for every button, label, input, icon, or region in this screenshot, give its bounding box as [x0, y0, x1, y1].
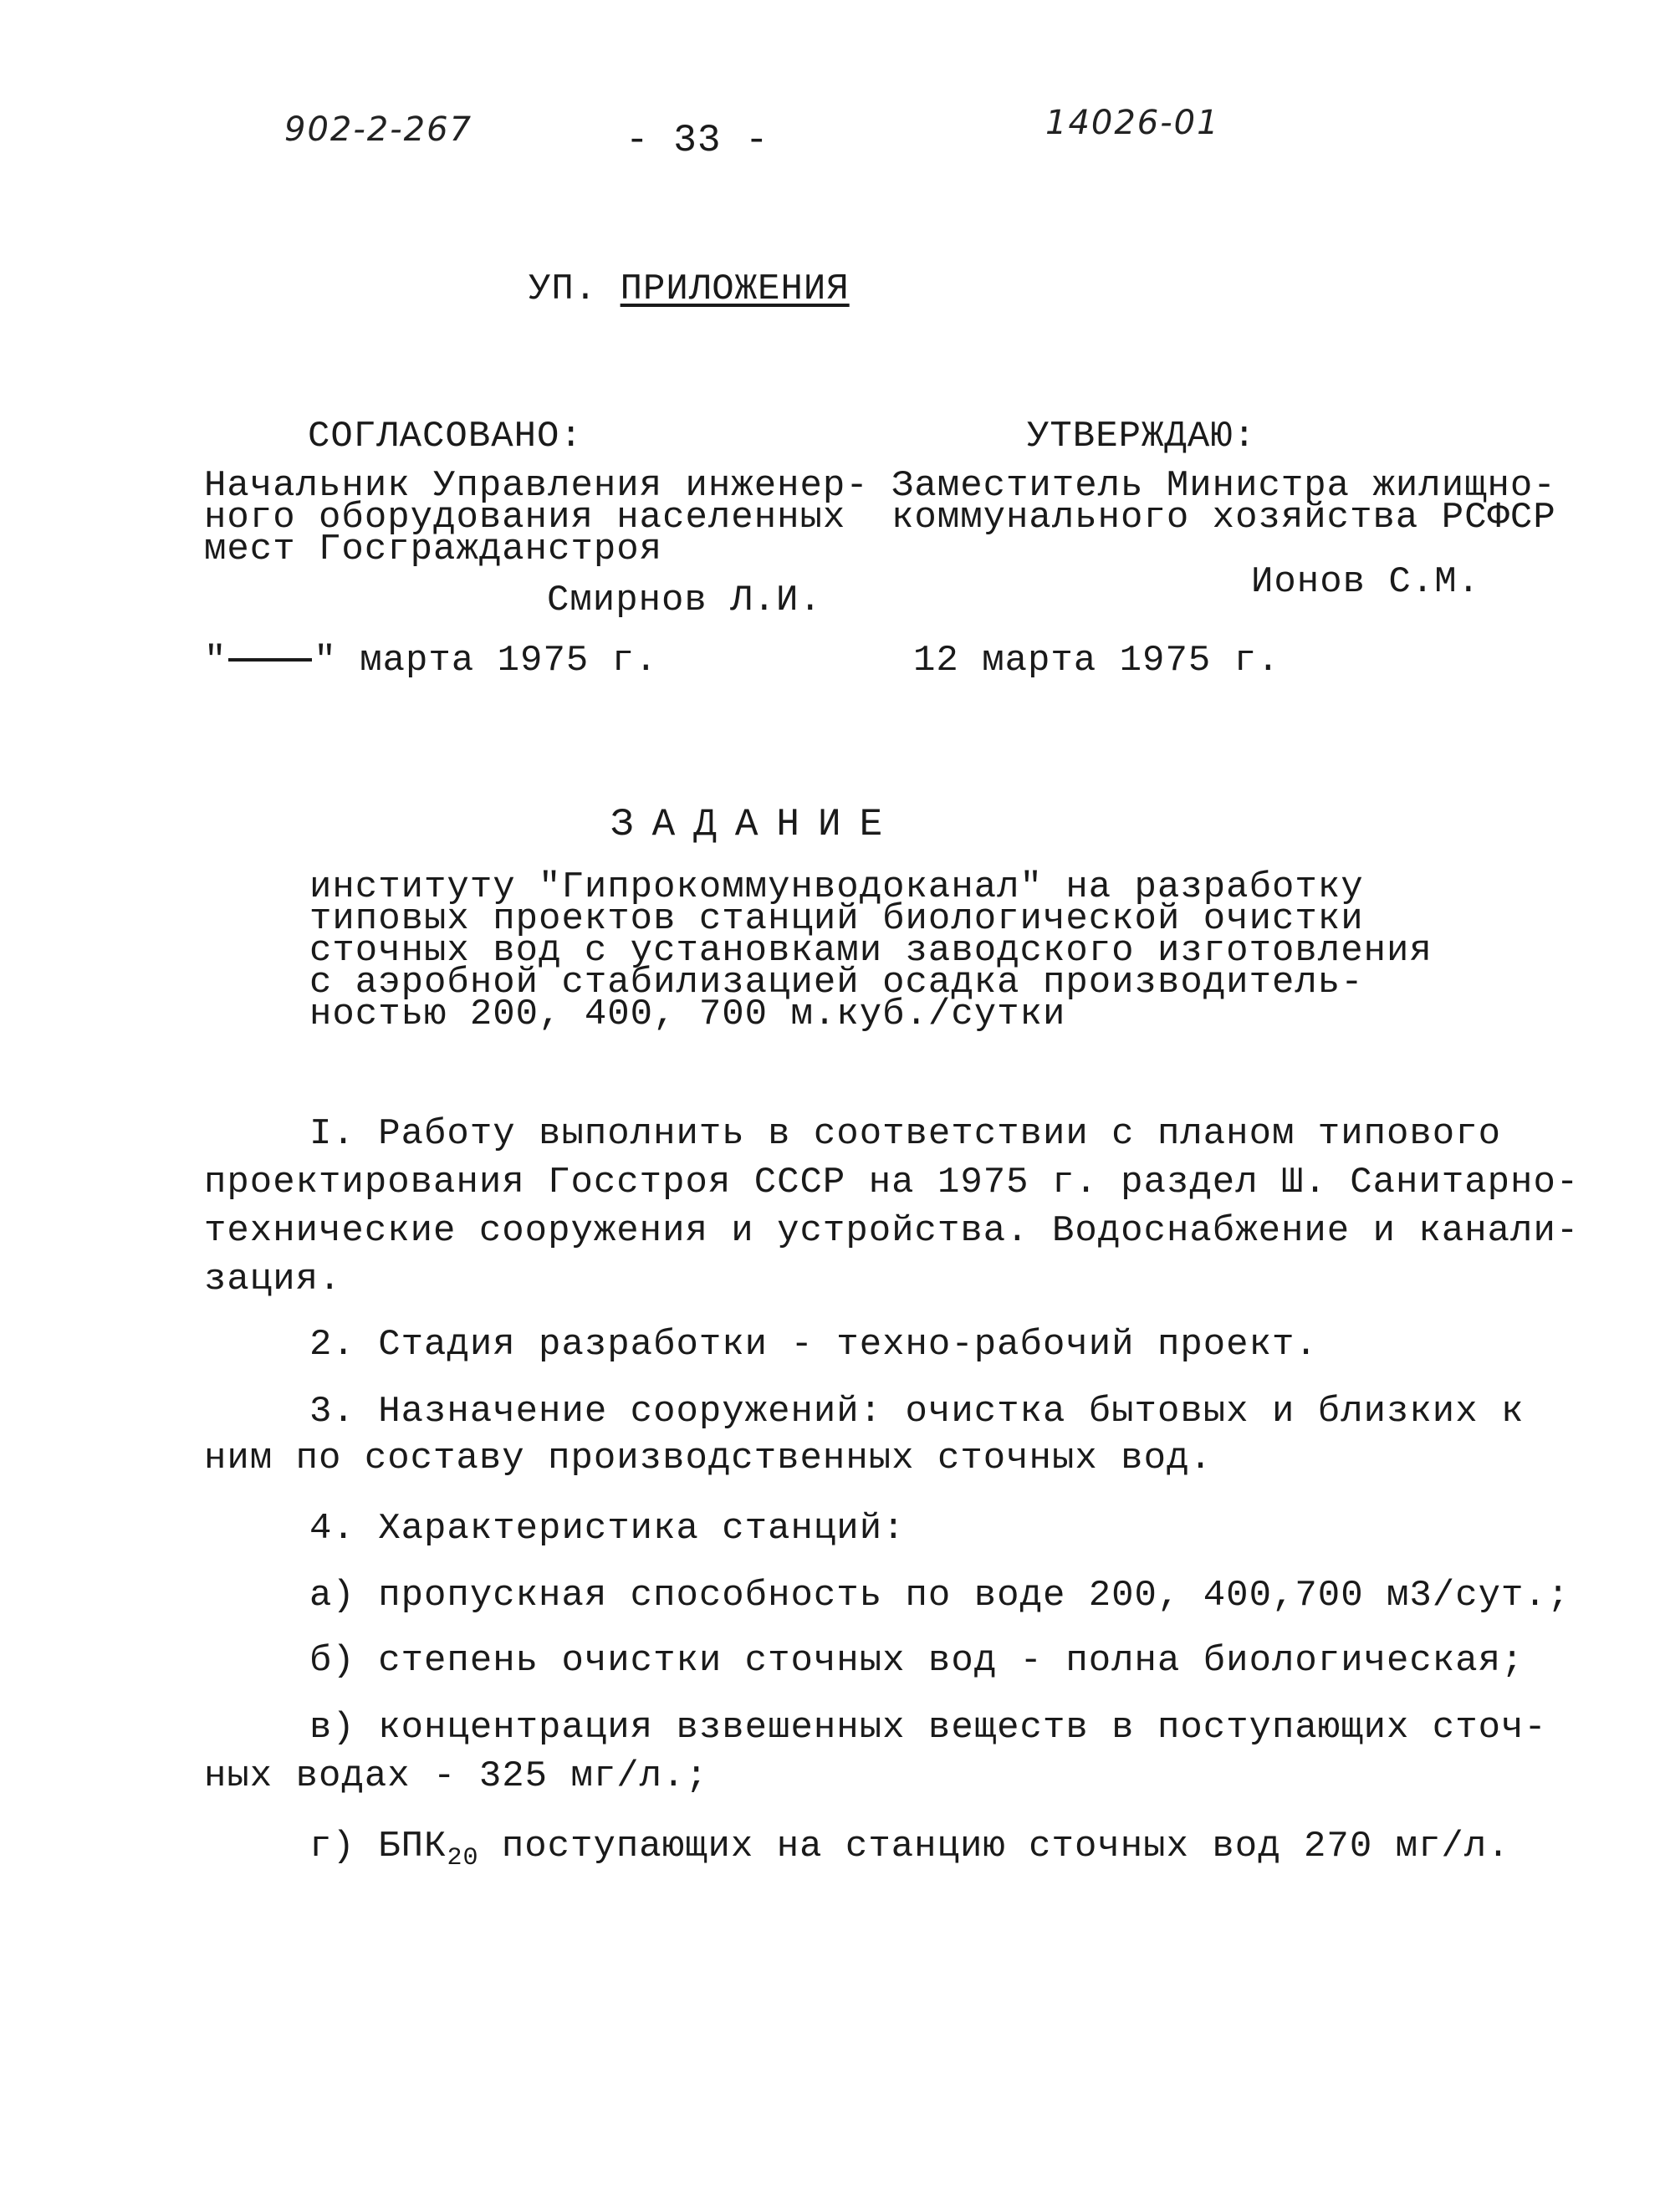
section-prefix: УП.	[529, 268, 598, 310]
approval-left-date	[204, 637, 657, 684]
paragraph-2: 2. Стадия разработки - техно-рабочий проект.	[309, 1324, 1318, 1366]
date-open-quote: "	[204, 640, 227, 682]
paragraph-4d	[309, 1823, 1510, 1882]
paragraph-4: 4. Характеристика станций:	[309, 1508, 906, 1550]
inventory-number: 14026-01	[1045, 104, 1220, 142]
approval-right-heading: УТВЕРЖДАЮ:	[1027, 416, 1257, 457]
paragraph-3-line: 3. Назначение сооружений: очистка бытовых и близких к	[309, 1391, 1525, 1433]
date-blank	[228, 658, 312, 662]
paragraph-4a: а) пропускная способность по воде 200, 400,700 м3/сут.;	[309, 1575, 1571, 1617]
task-subtitle-line: институту "Гипрокоммунводоканал" на разработку	[309, 866, 1364, 908]
document-code: 902-2-267	[284, 110, 473, 149]
approval-right-date: 12 марта 1975 г.	[913, 640, 1280, 682]
paragraph-1-line: зация.	[204, 1259, 342, 1300]
approval-right-line1: Заместитель Министра жилищно-	[891, 465, 1556, 507]
page-number: - 33 -	[626, 119, 769, 162]
paragraph-3-line: ним по составу производственных сточных вод.	[204, 1438, 1213, 1479]
bod-prefix: г) БПК	[309, 1826, 447, 1867]
date-close-quote: "	[314, 640, 337, 682]
approval-left-heading: СОГЛАСОВАНО:	[308, 416, 583, 457]
bod-subscript: 20	[447, 1844, 479, 1872]
paragraph-1-line: проектирования Госстроя СССР на 1975 г. раздел Ш. Санитарно-	[204, 1162, 1580, 1203]
task-subtitle-line: с аэробной стабилизацией осадка производитель-	[309, 962, 1364, 1004]
date-month-year: марта 1975 г.	[360, 640, 658, 682]
paragraph-1-line: технические сооружения и устройства. Водоснабжение и канали-	[204, 1210, 1580, 1252]
approval-right-signatory: Ионов С.М.	[1251, 561, 1481, 603]
section-title	[529, 266, 850, 313]
task-subtitle-line: ностью 200, 400, 700 м.куб./сутки	[309, 994, 1066, 1035]
approval-left-line1: Начальник Управления инженер-	[204, 465, 869, 507]
paragraph-4b: б) степень очистки сточных вод - полна биологическая;	[309, 1640, 1525, 1682]
bod-suffix: поступающих на станцию сточных вод 270 мг/л.	[478, 1826, 1510, 1867]
task-subtitle-line: типовых проектов станций биологической очистки	[309, 898, 1364, 940]
paragraph-4c-line: в) концентрация взвешенных веществ в поступающих сточ-	[309, 1707, 1547, 1749]
task-title: ЗАДАНИЕ	[610, 803, 902, 846]
approval-left-line2: ного оборудования населенных	[204, 497, 846, 539]
approval-left-line3: мест Госгражданстроя	[204, 529, 663, 570]
approval-right-line2: коммунального хозяйства РСФСР	[891, 497, 1556, 539]
section-title-text: ПРИЛОЖЕНИЯ	[620, 268, 850, 310]
task-subtitle-line: сточных вод с установками заводского изготовления	[309, 930, 1433, 972]
paragraph-1-line: I. Работу выполнить в соответствии с планом типового	[309, 1113, 1502, 1155]
approval-left-signatory: Смирнов Л.И.	[547, 580, 822, 621]
paragraph-4c-line: ных водах - 325 мг/л.;	[204, 1755, 708, 1797]
